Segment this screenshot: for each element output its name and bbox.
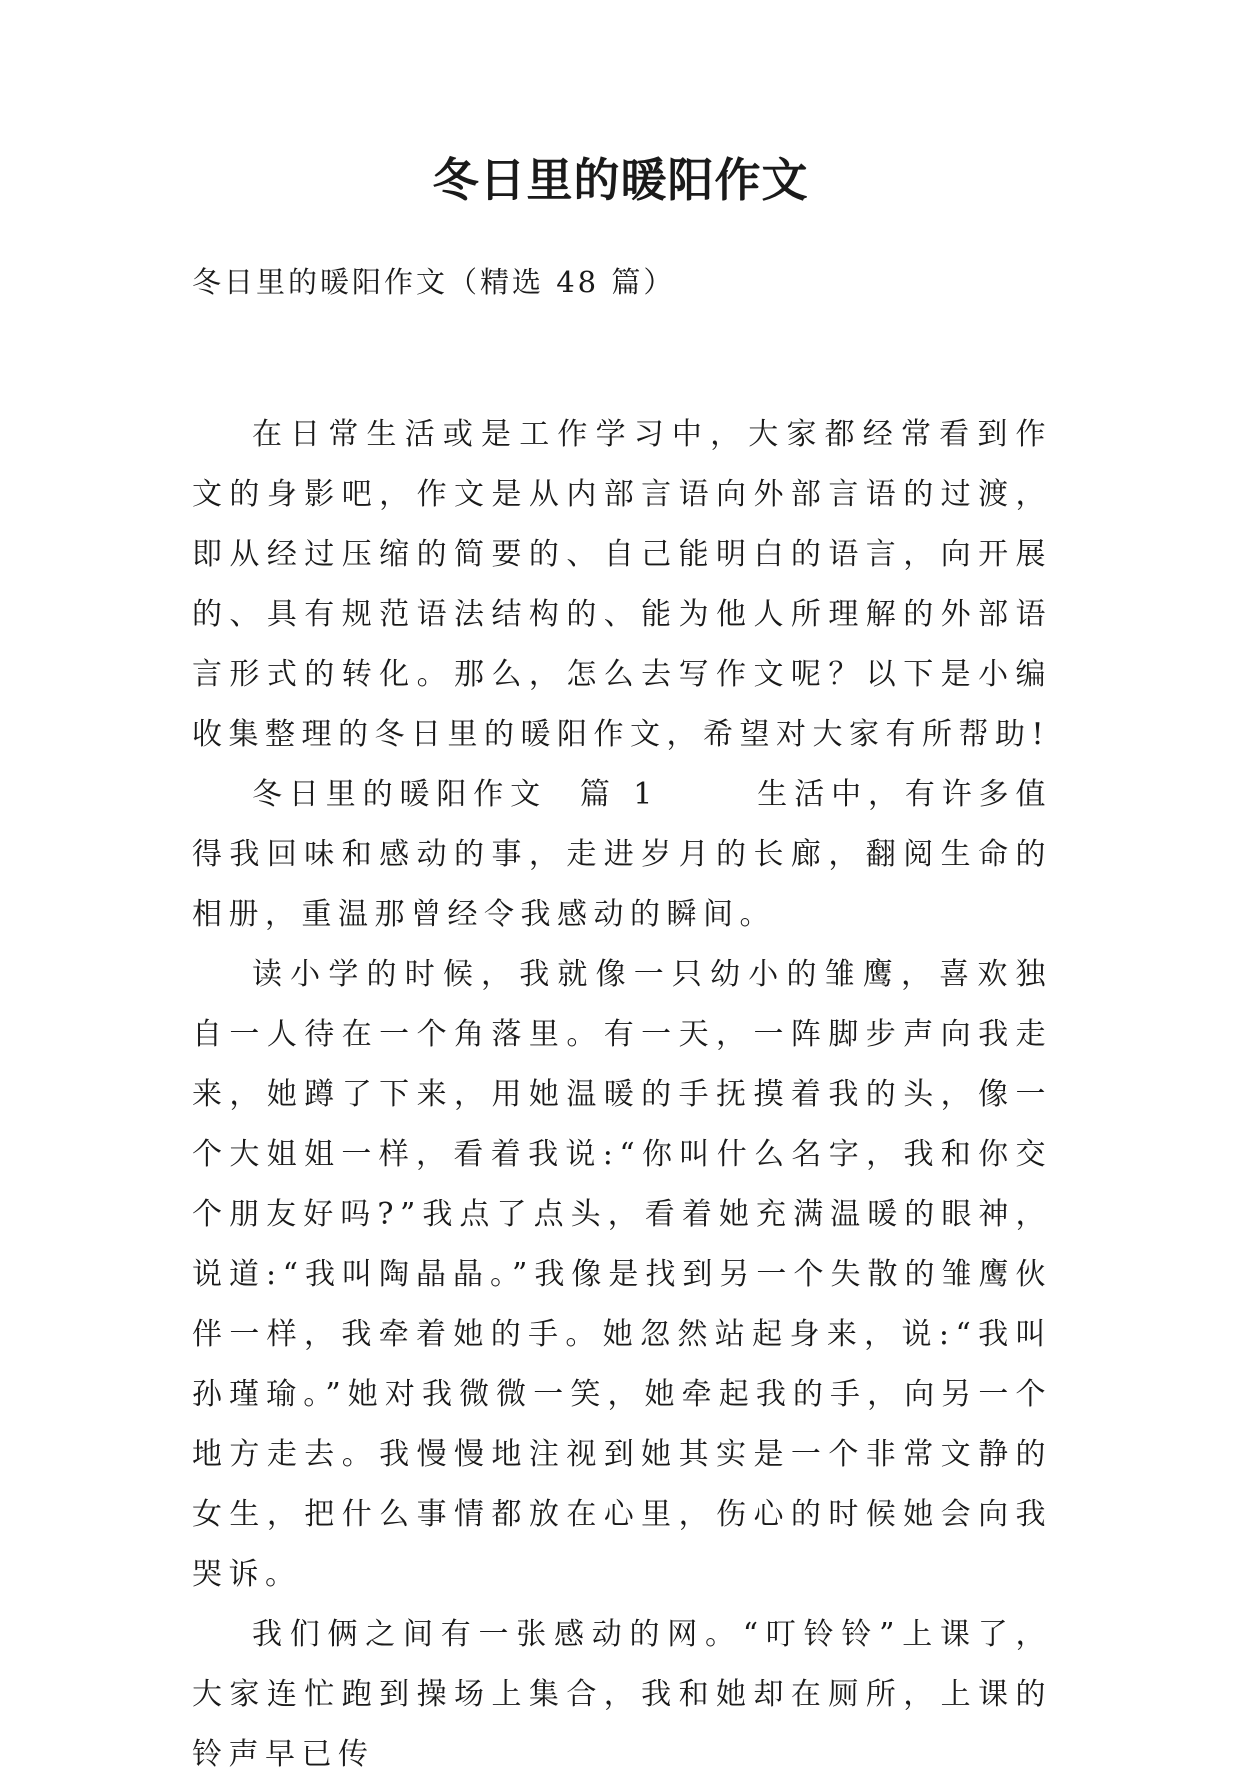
document-body — [192, 405, 1052, 1785]
document-subtitle: 冬日里的暖阳作文（精选 48 篇） — [192, 265, 676, 299]
paragraph-essay-1-start: 冬日里的暖阳作文 篇 1 生活中，有许多值得我回味和感动的事，走进岁月的长廊，翻阅生命的相册，重温那曾经令我感动的瞬间。 — [192, 777, 1052, 932]
paragraph-intro: 在日常生活或是工作学习中，大家都经常看到作文的身影吧，作文是从内部言语向外部言语的过渡，即从经过压缩的简要的、自己能明白的语言，向开展的、具有规范语法结构的、能为他人所理解的外部语言形式的转化。那么，怎么去写作文呢？以下是小编收集整理的冬日里的暖阳作文，希望对大家有所帮助! — [192, 417, 1052, 752]
paragraph-childhood: 读小学的时候，我就像一只幼小的雏鹰，喜欢独自一人待在一个角落里。有一天，一阵脚步声向我走来，她蹲了下来，用她温暖的手抚摸着我的头，像一个大姐姐一样，看着我说:“你叫什么名字，我和你交个朋友好吗?”我点了点头，看着她充满温暖的眼神，说道:“我叫陶晶晶。”我像是找到另一个失散的雏鹰伙伴一样，我牵着她的手。她忽然站起身来，说:“我叫孙瑾瑜。”她对我微微一笑，她牵起我的手，向另一个地方走去。我慢慢地注视到她其实是一个非常文静的女生，把什么事情都放在心里，伤心的时候她会向我哭诉。 — [192, 957, 1052, 1592]
paragraph-bell: 我们俩之间有一张感动的网。“叮铃铃”上课了，大家连忙跑到操场上集合，我和她却在厕所，上课的铃声早已传 — [192, 1617, 1052, 1772]
document-title: 冬日里的暖阳作文 — [432, 153, 809, 207]
